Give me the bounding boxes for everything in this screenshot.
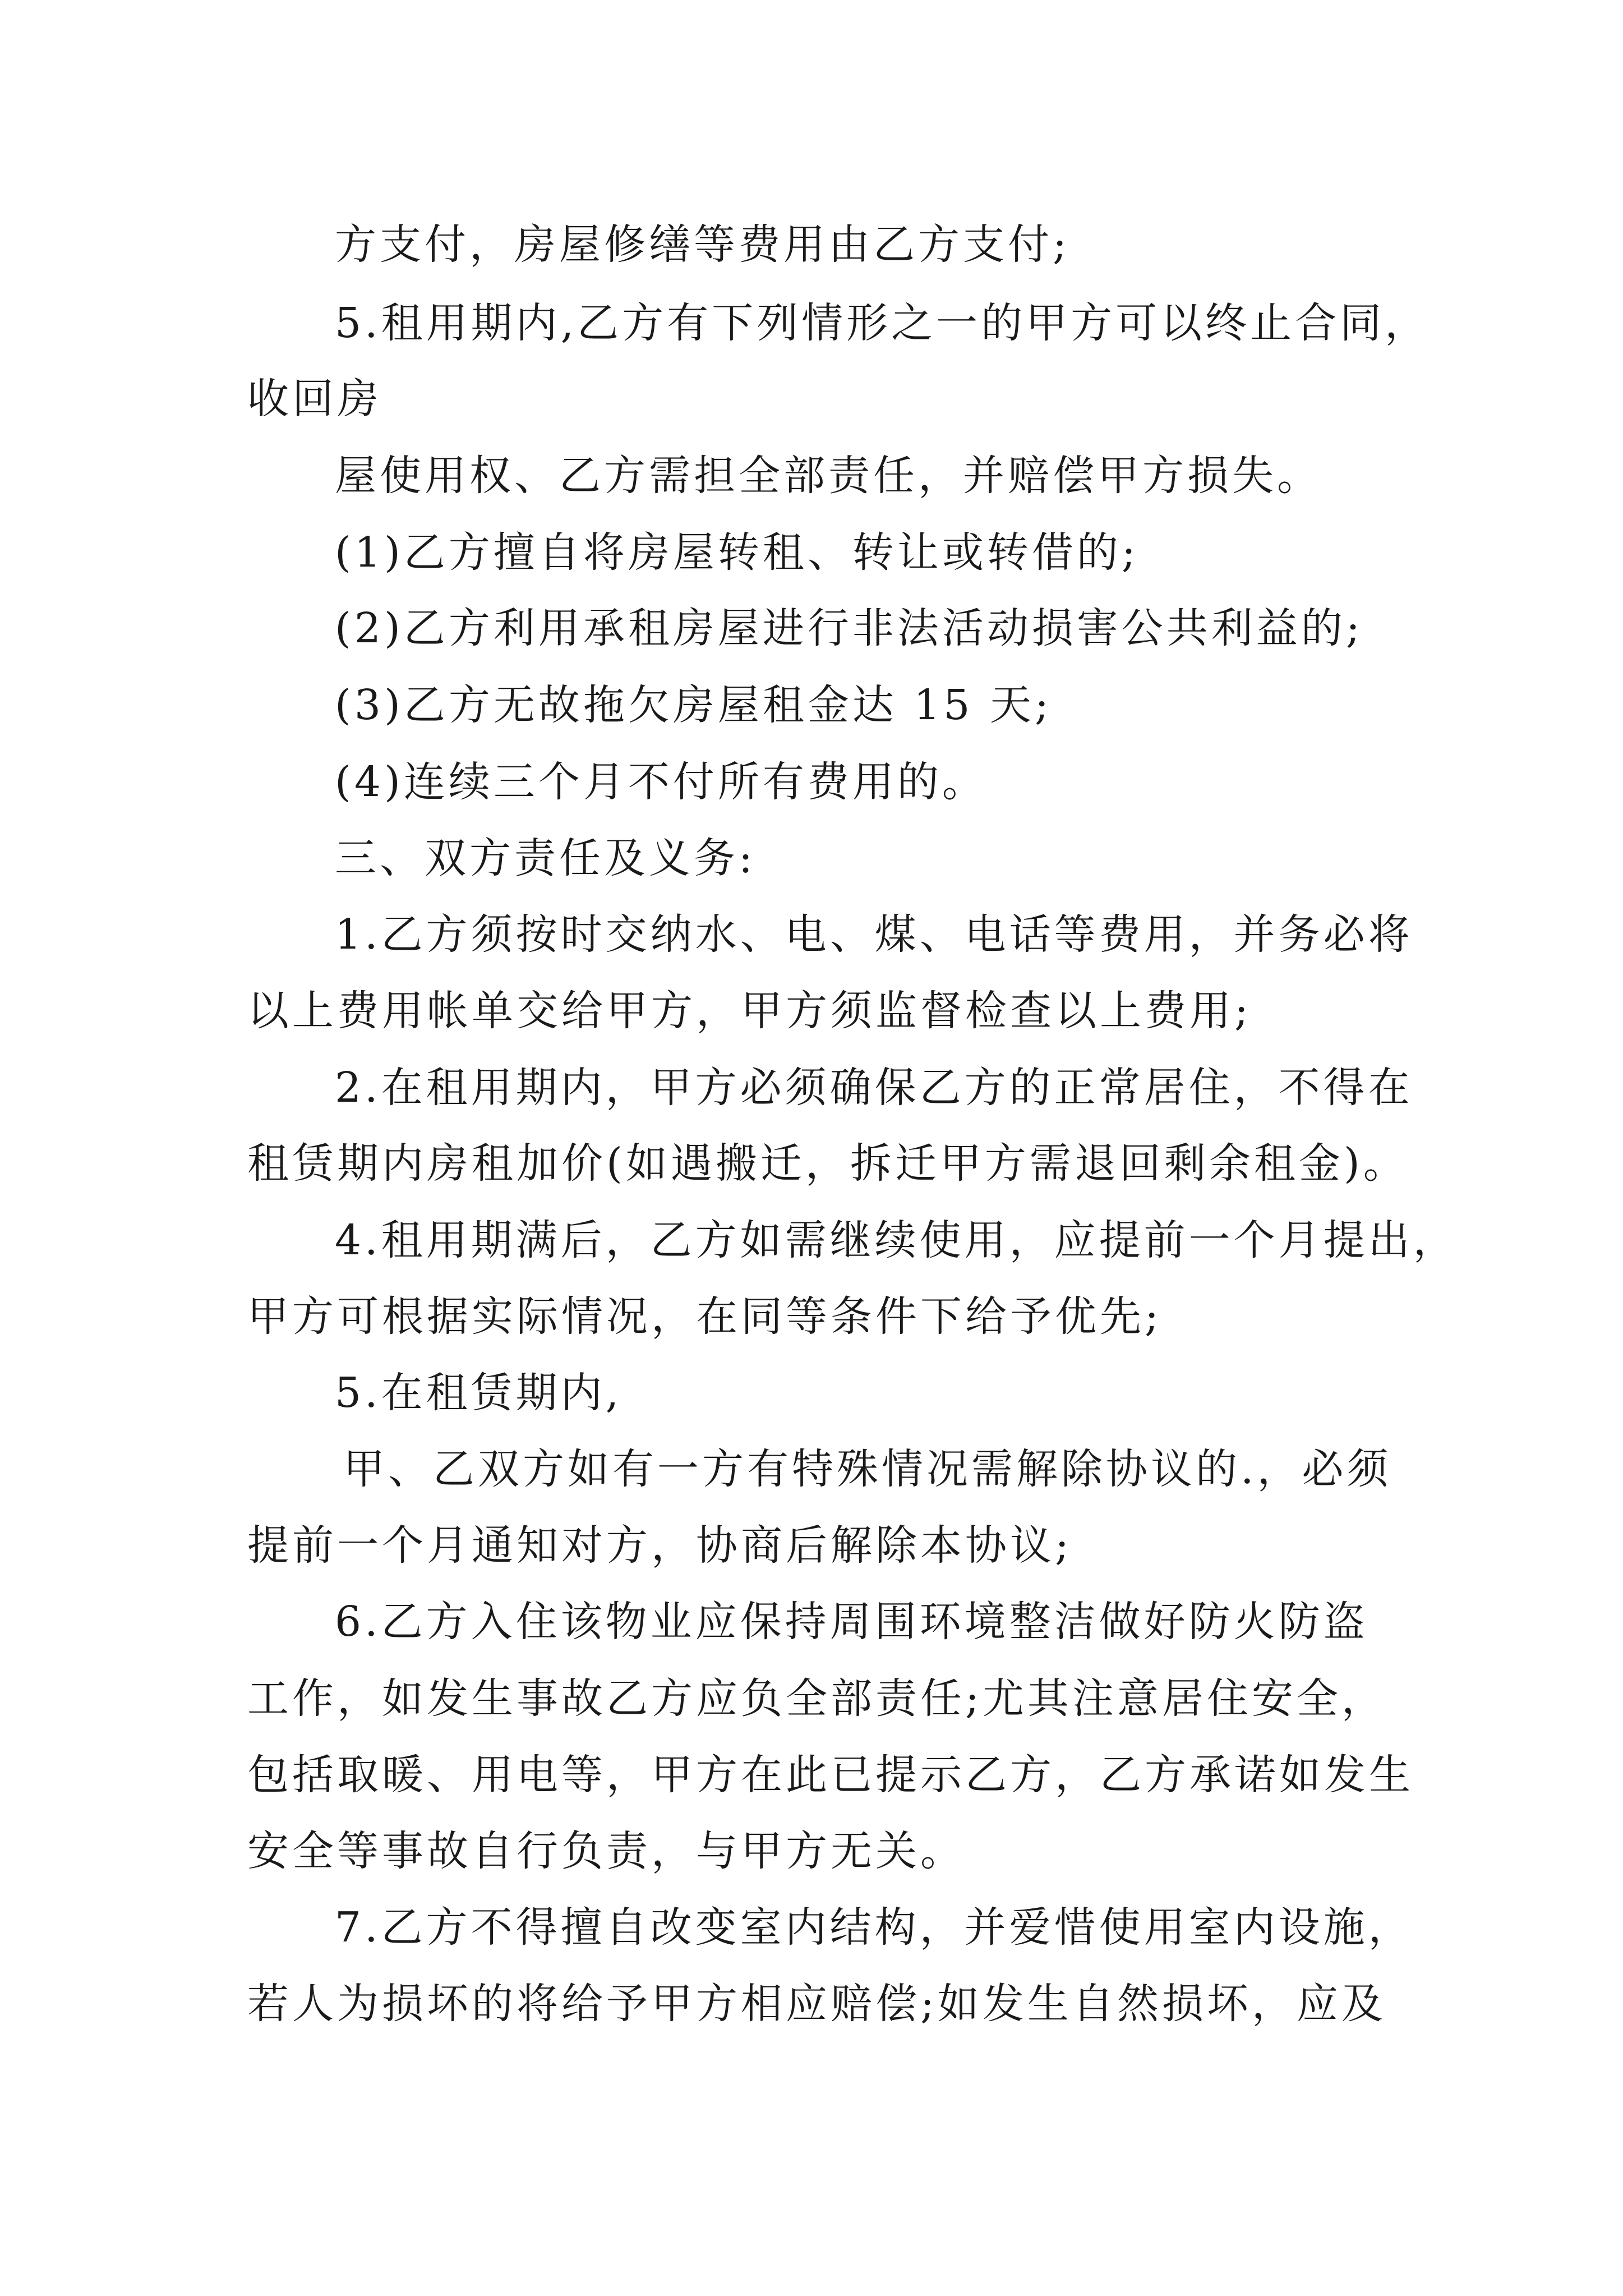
- section-heading: 三、双方责任及义务:: [335, 834, 756, 882]
- text-line: 5.租用期内,乙方有下列情形之一的甲方可以终止合同，: [335, 299, 1430, 347]
- text-line: 甲方可根据实际情况，在同等条件下给予优先;: [247, 1292, 1162, 1341]
- text-line: (1)乙方擅自将房屋转租、转让或转借的;: [335, 528, 1139, 577]
- text-line: 屋使用权、乙方需担全部责任，并赔偿甲方损失。: [335, 452, 1322, 500]
- text-line: 1.乙方须按时交纳水、电、煤、电话等费用，并务必将: [335, 910, 1413, 959]
- text-line: 5.在租赁期内,: [335, 1369, 623, 1417]
- text-line: 工作，如发生事故乙方应负全部责任;尤其注意居住安全，: [247, 1674, 1386, 1723]
- text-line: 4.租用期满后，乙方如需继续使用，应提前一个月提出，: [335, 1216, 1458, 1264]
- text-line: 提前一个月通知对方，协商后解除本协议;: [247, 1521, 1072, 1570]
- text-line: 租赁期内房租加价(如遇搬迁，拆迁甲方需退回剩余租金)。: [247, 1139, 1408, 1188]
- text-line: 包括取暖、用电等，甲方在此已提示乙方，乙方承诺如发生: [247, 1751, 1414, 1799]
- text-line: 收回房: [247, 375, 382, 423]
- text-line: 若人为损坏的将给予甲方相应赔偿;如发生自然损坏，应及: [247, 1980, 1386, 2028]
- text-line: 7.乙方不得擅自改变室内结构，并爱惜使用室内设施，: [335, 1903, 1413, 1952]
- text-line: 6.乙方入住该物业应保持周围环境整洁做好防火防盗: [335, 1598, 1368, 1646]
- text-line: 安全等事故自行负责，与甲方无关。: [247, 1827, 965, 1875]
- text-line: 方支付，房屋修缮等费用由乙方支付;: [335, 220, 1070, 269]
- text-line: 甲、乙双方如有一方有特殊情况需解除协议的.，必须: [343, 1445, 1392, 1493]
- text-line: (4)连续三个月不付所有费用的。: [335, 758, 987, 806]
- text-line: (2)乙方利用承租房屋进行非法活动损害公共利益的;: [335, 604, 1363, 652]
- text-line: 2.在租用期内，甲方必须确保乙方的正常居住，不得在: [335, 1064, 1413, 1112]
- text-line: 以上费用帐单交给甲方，甲方须监督检查以上费用;: [247, 987, 1252, 1035]
- text-line: (3)乙方无故拖欠房屋租金达 15 天;: [335, 681, 1052, 729]
